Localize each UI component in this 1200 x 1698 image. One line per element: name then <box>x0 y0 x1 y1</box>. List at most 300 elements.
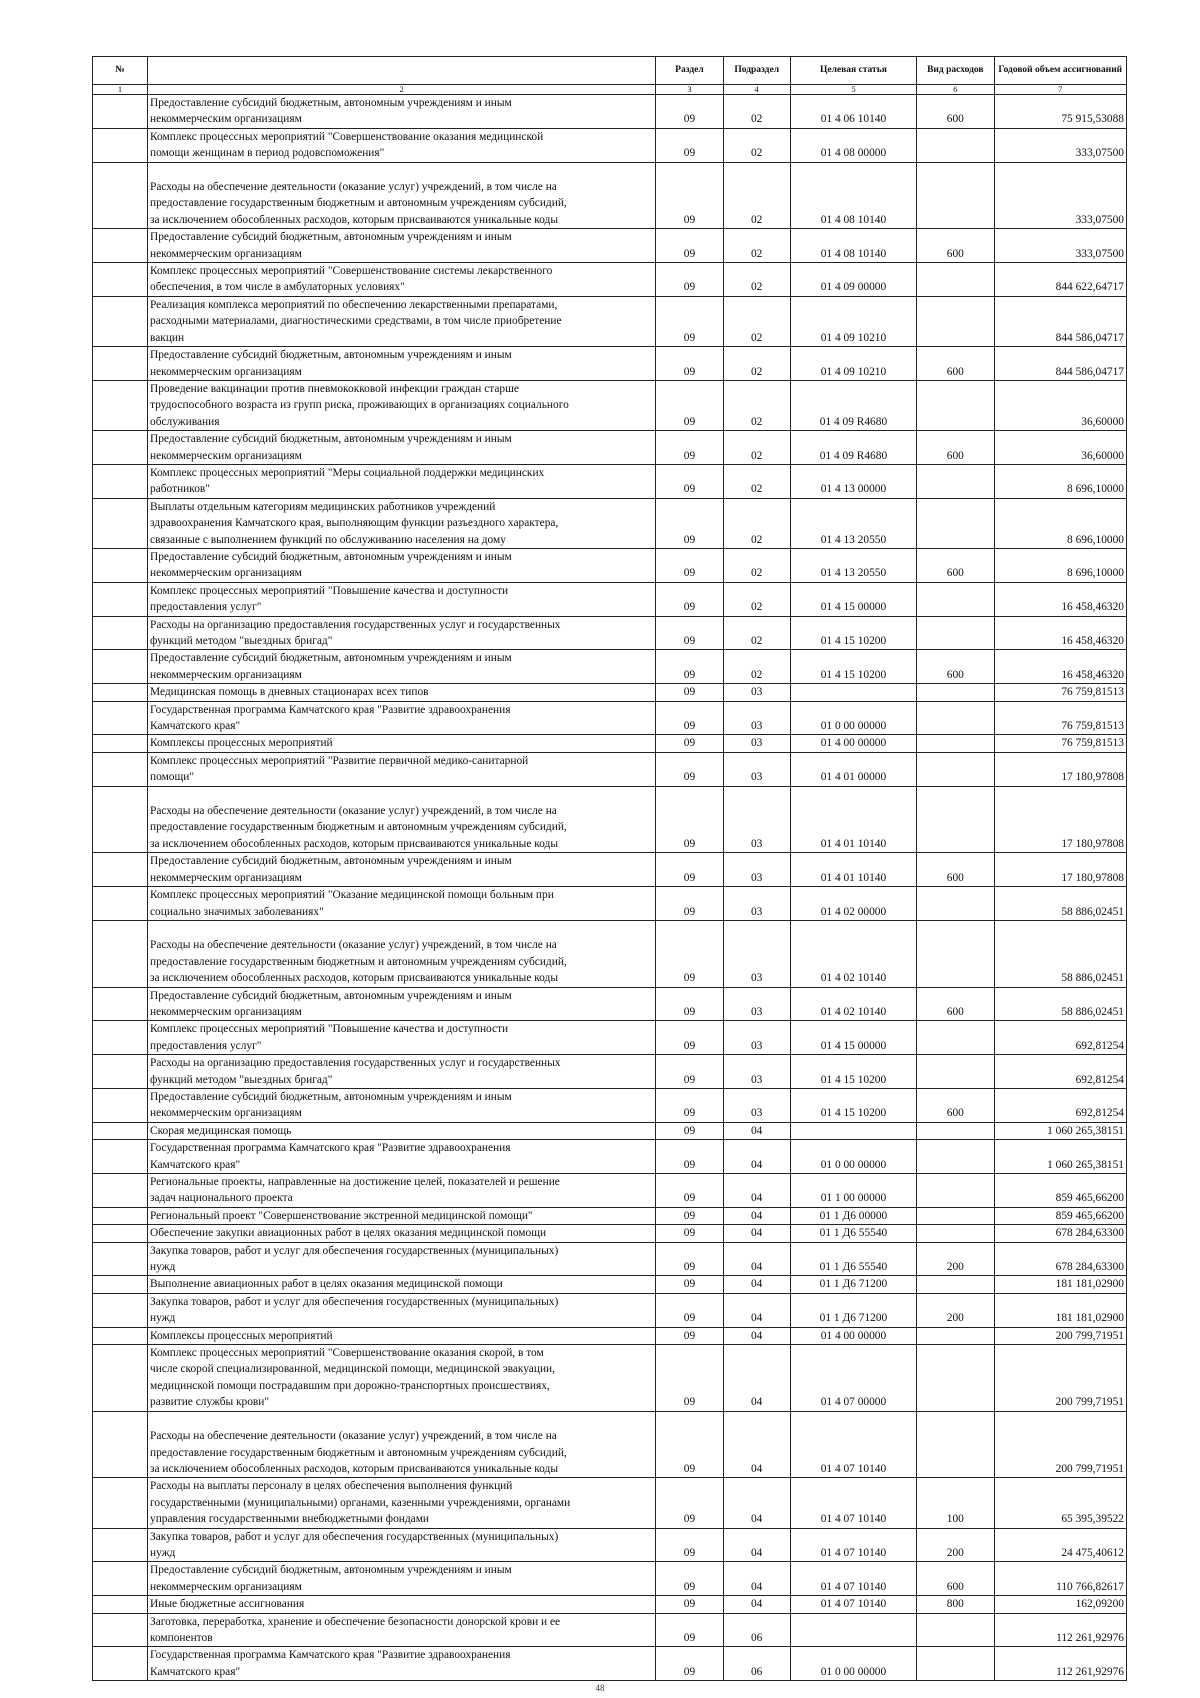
row-expense-type-cell <box>917 162 994 229</box>
row-expense-type-cell <box>917 1225 994 1242</box>
row-section-cell: 09 <box>656 1293 723 1327</box>
column-number: 7 <box>994 85 1126 95</box>
row-number-cell <box>93 95 148 129</box>
row-name-cell: Реализация комплекса мероприятий по обеспечению лекарственными препаратами, расходными материалами, диагностическими средствами, в том числе приобретение вакцин <box>148 296 656 346</box>
table-row <box>93 1276 1127 1293</box>
row-target-article-cell: 01 4 07 10140 <box>790 1478 916 1528</box>
row-target-article-cell: 01 4 15 10200 <box>790 1055 916 1089</box>
row-name-cell: Выполнение авиационных работ в целях оказания медицинской помощи <box>148 1276 656 1293</box>
row-target-article-cell: 01 4 09 10210 <box>790 296 916 346</box>
table-row <box>93 920 1127 987</box>
table-row <box>93 464 1127 498</box>
table-row <box>93 95 1127 129</box>
row-number-cell <box>93 1528 148 1562</box>
row-number-cell <box>93 263 148 297</box>
row-expense-type-cell <box>917 616 994 650</box>
budget-table <box>92 56 1127 1681</box>
row-number-cell <box>93 548 148 582</box>
row-number-cell <box>93 1411 148 1478</box>
row-amount-cell: 8 696,10000 <box>994 548 1126 582</box>
row-section-cell: 09 <box>656 752 723 786</box>
row-section-cell: 09 <box>656 735 723 752</box>
row-name-cell: Предоставление субсидий бюджетным, автономным учреждениям и иным некоммерческим организациям <box>148 1088 656 1122</box>
table-row <box>93 263 1127 297</box>
row-subsection-cell: 06 <box>723 1647 790 1681</box>
table-row <box>93 1411 1127 1478</box>
row-target-article-cell: 01 4 15 10200 <box>790 650 916 684</box>
row-name-cell: Региональные проекты, направленные на достижение целей, показателей и решение задач национального проекта <box>148 1174 656 1208</box>
row-expense-type-cell <box>917 684 994 701</box>
row-amount-cell: 76 759,81513 <box>994 684 1126 701</box>
table-row <box>93 1122 1127 1139</box>
row-target-article-cell: 01 4 08 10140 <box>790 162 916 229</box>
row-subsection-cell: 02 <box>723 263 790 297</box>
row-name-cell: Предоставление субсидий бюджетным, автономным учреждениям и иным некоммерческим организациям <box>148 650 656 684</box>
table-row <box>93 1225 1127 1242</box>
row-name-cell: Комплекс процессных мероприятий "Меры социальной поддержки медицинских работников" <box>148 464 656 498</box>
row-name-cell: Расходы на обеспечение деятельности (оказание услуг) учреждений, в том числе на предоставление государственным бюджетным и автономным учреждениям субсидий, за исключением обособленных расходов, которым присваиваются уникальные коды <box>148 1411 656 1478</box>
row-number-cell <box>93 498 148 548</box>
row-expense-type-cell: 800 <box>917 1596 994 1613</box>
row-subsection-cell: 03 <box>723 684 790 701</box>
row-number-cell <box>93 1562 148 1596</box>
row-name-cell: Заготовка, переработка, хранение и обеспечение безопасности донорской крови и ее компонентов <box>148 1613 656 1647</box>
table-row <box>93 701 1127 735</box>
row-section-cell: 09 <box>656 1140 723 1174</box>
table-row <box>93 128 1127 162</box>
row-target-article-cell: 01 4 01 10140 <box>790 786 916 853</box>
row-subsection-cell: 02 <box>723 616 790 650</box>
row-target-article-cell: 01 4 13 20550 <box>790 548 916 582</box>
row-number-cell <box>93 380 148 430</box>
row-subsection-cell: 03 <box>723 853 790 887</box>
row-subsection-cell: 04 <box>723 1528 790 1562</box>
row-name-cell: Медицинская помощь в дневных стационарах всех типов <box>148 684 656 701</box>
row-expense-type-cell <box>917 1207 994 1224</box>
table-row <box>93 1528 1127 1562</box>
row-subsection-cell: 04 <box>723 1207 790 1224</box>
row-expense-type-cell <box>917 1411 994 1478</box>
row-subsection-cell: 04 <box>723 1596 790 1613</box>
row-amount-cell: 65 395,39522 <box>994 1478 1126 1528</box>
row-number-cell <box>93 752 148 786</box>
row-target-article-cell: 01 4 07 10140 <box>790 1528 916 1562</box>
row-expense-type-cell <box>917 1647 994 1681</box>
row-subsection-cell: 04 <box>723 1174 790 1208</box>
row-amount-cell: 58 886,02451 <box>994 920 1126 987</box>
row-amount-cell: 17 180,97808 <box>994 752 1126 786</box>
row-name-cell: Предоставление субсидий бюджетным, автономным учреждениям и иным некоммерческим организациям <box>148 347 656 381</box>
row-section-cell: 09 <box>656 1562 723 1596</box>
row-target-article-cell <box>790 684 916 701</box>
row-subsection-cell: 03 <box>723 920 790 987</box>
header-number: № <box>93 57 148 85</box>
row-expense-type-cell: 100 <box>917 1478 994 1528</box>
row-target-article-cell: 01 4 09 R4680 <box>790 431 916 465</box>
row-number-cell <box>93 887 148 921</box>
row-number-cell <box>93 1293 148 1327</box>
row-expense-type-cell: 600 <box>917 853 994 887</box>
column-number: 6 <box>917 85 994 95</box>
header-annual-amount: Годовой объем ассигнований <box>994 57 1126 85</box>
row-name-cell: Государственная программа Камчатского края "Развитие здравоохранения Камчатского края" <box>148 701 656 735</box>
header-name <box>148 57 656 85</box>
row-subsection-cell: 04 <box>723 1478 790 1528</box>
row-amount-cell: 692,81254 <box>994 1088 1126 1122</box>
row-subsection-cell: 02 <box>723 347 790 381</box>
row-number-cell <box>93 296 148 346</box>
row-number-cell <box>93 1225 148 1242</box>
row-subsection-cell: 04 <box>723 1225 790 1242</box>
row-name-cell: Комплекс процессных мероприятий "Повышение качества и доступности предоставления услуг" <box>148 582 656 616</box>
row-expense-type-cell <box>917 296 994 346</box>
row-name-cell: Предоставление субсидий бюджетным, автономным учреждениям и иным некоммерческим организациям <box>148 229 656 263</box>
row-amount-cell: 8 696,10000 <box>994 498 1126 548</box>
row-target-article-cell: 01 4 15 00000 <box>790 1021 916 1055</box>
row-subsection-cell: 04 <box>723 1327 790 1344</box>
row-name-cell: Предоставление субсидий бюджетным, автономным учреждениям и иным некоммерческим организациям <box>148 853 656 887</box>
row-target-article-cell: 01 0 00 00000 <box>790 1647 916 1681</box>
row-expense-type-cell <box>917 1276 994 1293</box>
row-amount-cell: 200 799,71951 <box>994 1327 1126 1344</box>
table-row <box>93 498 1127 548</box>
row-amount-cell: 181 181,02900 <box>994 1293 1126 1327</box>
row-subsection-cell: 03 <box>723 735 790 752</box>
row-name-cell: Государственная программа Камчатского края "Развитие здравоохранения Камчатского края" <box>148 1647 656 1681</box>
row-number-cell <box>93 853 148 887</box>
row-target-article-cell: 01 4 02 10140 <box>790 920 916 987</box>
table-row <box>93 735 1127 752</box>
table-row <box>93 296 1127 346</box>
row-section-cell: 09 <box>656 128 723 162</box>
table-row <box>93 853 1127 887</box>
row-target-article-cell: 01 4 07 10140 <box>790 1596 916 1613</box>
row-number-cell <box>93 616 148 650</box>
row-subsection-cell: 04 <box>723 1562 790 1596</box>
row-target-article-cell: 01 4 07 10140 <box>790 1562 916 1596</box>
row-section-cell: 09 <box>656 548 723 582</box>
row-number-cell <box>93 1327 148 1344</box>
row-expense-type-cell <box>917 263 994 297</box>
table-row <box>93 1021 1127 1055</box>
row-expense-type-cell <box>917 498 994 548</box>
budget-sheet <box>92 56 1127 1681</box>
table-row <box>93 431 1127 465</box>
table-row <box>93 1647 1127 1681</box>
table-row <box>93 1242 1127 1276</box>
row-amount-cell: 844 622,64717 <box>994 263 1126 297</box>
row-target-article-cell: 01 4 00 00000 <box>790 735 916 752</box>
column-number: 2 <box>148 85 656 95</box>
row-amount-cell: 17 180,97808 <box>994 853 1126 887</box>
row-section-cell: 09 <box>656 1528 723 1562</box>
row-subsection-cell: 02 <box>723 229 790 263</box>
row-name-cell: Предоставление субсидий бюджетным, автономным учреждениям и иным некоммерческим организациям <box>148 95 656 129</box>
row-amount-cell: 181 181,02900 <box>994 1276 1126 1293</box>
row-expense-type-cell <box>917 128 994 162</box>
column-number: 1 <box>93 85 148 95</box>
row-expense-type-cell: 600 <box>917 347 994 381</box>
row-name-cell: Закупка товаров, работ и услуг для обеспечения государственных (муниципальных) нужд <box>148 1242 656 1276</box>
row-expense-type-cell <box>917 1021 994 1055</box>
table-row <box>93 786 1127 853</box>
row-target-article-cell: 01 4 13 00000 <box>790 464 916 498</box>
row-expense-type-cell: 600 <box>917 650 994 684</box>
row-amount-cell: 844 586,04717 <box>994 296 1126 346</box>
row-subsection-cell: 03 <box>723 1088 790 1122</box>
row-target-article-cell: 01 4 02 10140 <box>790 987 916 1021</box>
table-body <box>93 95 1127 1681</box>
row-target-article-cell <box>790 1613 916 1647</box>
table-row <box>93 1596 1127 1613</box>
table-row <box>93 1174 1127 1208</box>
row-section-cell: 09 <box>656 1411 723 1478</box>
table-row <box>93 1055 1127 1089</box>
table-row <box>93 1327 1127 1344</box>
row-target-article-cell: 01 1 Д6 71200 <box>790 1276 916 1293</box>
row-name-cell: Закупка товаров, работ и услуг для обеспечения государственных (муниципальных) нужд <box>148 1293 656 1327</box>
row-section-cell: 09 <box>656 1327 723 1344</box>
row-name-cell: Расходы на организацию предоставления государственных услуг и государственных функций методом "выездных бригад" <box>148 1055 656 1089</box>
row-target-article-cell: 01 4 08 00000 <box>790 128 916 162</box>
row-target-article-cell: 01 1 Д6 71200 <box>790 1293 916 1327</box>
row-section-cell: 09 <box>656 616 723 650</box>
row-number-cell <box>93 1242 148 1276</box>
row-name-cell: Комплекс процессных мероприятий "Повышение качества и доступности предоставления услуг" <box>148 1021 656 1055</box>
row-amount-cell: 692,81254 <box>994 1055 1126 1089</box>
row-number-cell <box>93 128 148 162</box>
row-subsection-cell: 04 <box>723 1345 790 1412</box>
table-row <box>93 684 1127 701</box>
row-amount-cell: 162,09200 <box>994 1596 1126 1613</box>
row-target-article-cell: 01 4 15 00000 <box>790 582 916 616</box>
row-expense-type-cell <box>917 1140 994 1174</box>
row-section-cell: 09 <box>656 1647 723 1681</box>
table-row <box>93 1207 1127 1224</box>
row-amount-cell: 36,60000 <box>994 380 1126 430</box>
row-target-article-cell: 01 1 00 00000 <box>790 1174 916 1208</box>
row-expense-type-cell: 600 <box>917 229 994 263</box>
table-row <box>93 380 1127 430</box>
row-section-cell: 09 <box>656 1207 723 1224</box>
row-amount-cell: 36,60000 <box>994 431 1126 465</box>
row-section-cell: 09 <box>656 701 723 735</box>
row-name-cell: Предоставление субсидий бюджетным, автономным учреждениям и иным некоммерческим организациям <box>148 431 656 465</box>
row-subsection-cell: 03 <box>723 1055 790 1089</box>
row-section-cell: 09 <box>656 1088 723 1122</box>
row-number-cell <box>93 582 148 616</box>
row-amount-cell: 16 458,46320 <box>994 616 1126 650</box>
row-subsection-cell: 03 <box>723 887 790 921</box>
row-target-article-cell: 01 4 07 00000 <box>790 1345 916 1412</box>
row-number-cell <box>93 1613 148 1647</box>
row-subsection-cell: 02 <box>723 128 790 162</box>
row-target-article-cell: 01 1 Д6 00000 <box>790 1207 916 1224</box>
row-amount-cell: 859 465,66200 <box>994 1207 1126 1224</box>
row-amount-cell: 58 886,02451 <box>994 887 1126 921</box>
row-expense-type-cell <box>917 1122 994 1139</box>
row-name-cell: Проведение вакцинации против пневмококковой инфекции граждан старше трудоспособного возраста из групп риска, проживающих в организациях социального обслуживания <box>148 380 656 430</box>
table-row <box>93 987 1127 1021</box>
row-target-article-cell: 01 4 09 R4680 <box>790 380 916 430</box>
row-section-cell: 09 <box>656 650 723 684</box>
row-target-article-cell: 01 4 13 20550 <box>790 498 916 548</box>
column-numbers-row <box>93 85 1127 95</box>
row-name-cell: Предоставление субсидий бюджетным, автономным учреждениям и иным некоммерческим организациям <box>148 548 656 582</box>
row-number-cell <box>93 431 148 465</box>
row-amount-cell: 58 886,02451 <box>994 987 1126 1021</box>
row-number-cell <box>93 1207 148 1224</box>
row-subsection-cell: 04 <box>723 1276 790 1293</box>
table-row <box>93 1345 1127 1412</box>
row-target-article-cell: 01 4 00 00000 <box>790 1327 916 1344</box>
row-name-cell: Предоставление субсидий бюджетным, автономным учреждениям и иным некоммерческим организациям <box>148 1562 656 1596</box>
column-number: 3 <box>656 85 723 95</box>
row-subsection-cell: 06 <box>723 1613 790 1647</box>
row-number-cell <box>93 1647 148 1681</box>
row-section-cell: 09 <box>656 263 723 297</box>
row-target-article-cell: 01 4 15 10200 <box>790 616 916 650</box>
row-number-cell <box>93 987 148 1021</box>
row-target-article-cell: 01 4 06 10140 <box>790 95 916 129</box>
row-amount-cell: 16 458,46320 <box>994 582 1126 616</box>
row-section-cell: 09 <box>656 684 723 701</box>
column-number: 5 <box>790 85 916 95</box>
row-expense-type-cell: 600 <box>917 1562 994 1596</box>
row-expense-type-cell <box>917 735 994 752</box>
table-row <box>93 548 1127 582</box>
row-amount-cell: 200 799,71951 <box>994 1411 1126 1478</box>
row-number-cell <box>93 1088 148 1122</box>
row-expense-type-cell <box>917 1055 994 1089</box>
row-amount-cell: 859 465,66200 <box>994 1174 1126 1208</box>
header-row <box>93 57 1127 85</box>
row-amount-cell: 1 060 265,38151 <box>994 1140 1126 1174</box>
row-section-cell: 09 <box>656 464 723 498</box>
row-target-article-cell: 01 1 Д6 55540 <box>790 1225 916 1242</box>
row-amount-cell: 76 759,81513 <box>994 701 1126 735</box>
row-target-article-cell: 01 1 Д6 55540 <box>790 1242 916 1276</box>
page-number: 48 <box>595 1683 605 1693</box>
row-expense-type-cell <box>917 701 994 735</box>
table-row <box>93 887 1127 921</box>
row-target-article-cell <box>790 1122 916 1139</box>
row-section-cell: 09 <box>656 498 723 548</box>
row-target-article-cell: 01 0 00 00000 <box>790 701 916 735</box>
row-expense-type-cell: 600 <box>917 95 994 129</box>
row-section-cell: 09 <box>656 1345 723 1412</box>
row-section-cell: 09 <box>656 1021 723 1055</box>
table-row <box>93 229 1127 263</box>
column-number: 4 <box>723 85 790 95</box>
row-number-cell <box>93 229 148 263</box>
row-expense-type-cell: 600 <box>917 987 994 1021</box>
row-section-cell: 09 <box>656 920 723 987</box>
row-number-cell <box>93 1021 148 1055</box>
row-name-cell: Расходы на организацию предоставления государственных услуг и государственных функций методом "выездных бригад" <box>148 616 656 650</box>
row-section-cell: 09 <box>656 1596 723 1613</box>
row-section-cell: 09 <box>656 162 723 229</box>
row-name-cell: Комплекс процессных мероприятий "Оказание медицинской помощи больным при социально значимых заболеваниях" <box>148 887 656 921</box>
row-target-article-cell: 01 4 02 00000 <box>790 887 916 921</box>
row-amount-cell: 333,07500 <box>994 128 1126 162</box>
row-number-cell <box>93 1345 148 1412</box>
row-expense-type-cell <box>917 582 994 616</box>
row-section-cell: 09 <box>656 1055 723 1089</box>
row-target-article-cell: 01 4 09 00000 <box>790 263 916 297</box>
row-amount-cell: 112 261,92976 <box>994 1647 1126 1681</box>
row-section-cell: 09 <box>656 1613 723 1647</box>
row-number-cell <box>93 1596 148 1613</box>
row-expense-type-cell <box>917 1345 994 1412</box>
row-number-cell <box>93 684 148 701</box>
row-number-cell <box>93 650 148 684</box>
row-amount-cell: 110 766,82617 <box>994 1562 1126 1596</box>
row-expense-type-cell: 600 <box>917 548 994 582</box>
row-subsection-cell: 03 <box>723 701 790 735</box>
table-row <box>93 1088 1127 1122</box>
row-expense-type-cell: 200 <box>917 1293 994 1327</box>
row-amount-cell: 24 475,40612 <box>994 1528 1126 1562</box>
header-subsection: Подраздел <box>723 57 790 85</box>
row-section-cell: 09 <box>656 1225 723 1242</box>
row-expense-type-cell: 600 <box>917 431 994 465</box>
row-amount-cell: 692,81254 <box>994 1021 1126 1055</box>
row-section-cell: 09 <box>656 853 723 887</box>
row-section-cell: 09 <box>656 1478 723 1528</box>
row-number-cell <box>93 464 148 498</box>
row-amount-cell: 333,07500 <box>994 229 1126 263</box>
row-amount-cell: 200 799,71951 <box>994 1345 1126 1412</box>
row-number-cell <box>93 1055 148 1089</box>
row-amount-cell: 1 060 265,38151 <box>994 1122 1126 1139</box>
row-name-cell: Комплекс процессных мероприятий "Совершенствование системы лекарственного обеспечения, в том числе в амбулаторных условиях" <box>148 263 656 297</box>
row-number-cell <box>93 1174 148 1208</box>
table-row <box>93 1140 1127 1174</box>
row-subsection-cell: 04 <box>723 1242 790 1276</box>
row-name-cell: Комплексы процессных мероприятий <box>148 735 656 752</box>
row-section-cell: 09 <box>656 296 723 346</box>
row-section-cell: 09 <box>656 380 723 430</box>
row-subsection-cell: 04 <box>723 1293 790 1327</box>
row-subsection-cell: 02 <box>723 380 790 430</box>
row-section-cell: 09 <box>656 786 723 853</box>
row-number-cell <box>93 735 148 752</box>
row-number-cell <box>93 162 148 229</box>
row-expense-type-cell <box>917 752 994 786</box>
row-subsection-cell: 02 <box>723 650 790 684</box>
row-name-cell: Скорая медицинская помощь <box>148 1122 656 1139</box>
row-target-article-cell: 01 4 01 10140 <box>790 853 916 887</box>
row-number-cell <box>93 786 148 853</box>
row-expense-type-cell <box>917 920 994 987</box>
row-expense-type-cell <box>917 380 994 430</box>
row-section-cell: 09 <box>656 887 723 921</box>
row-subsection-cell: 02 <box>723 431 790 465</box>
row-name-cell: Закупка товаров, работ и услуг для обеспечения государственных (муниципальных) нужд <box>148 1528 656 1562</box>
row-name-cell: Комплексы процессных мероприятий <box>148 1327 656 1344</box>
row-subsection-cell: 02 <box>723 95 790 129</box>
row-name-cell: Расходы на выплаты персоналу в целях обеспечения выполнения функций государственными (муниципальными) органами, казенными учреждениями, органами управления государственными внебюджетными фондами <box>148 1478 656 1528</box>
row-expense-type-cell <box>917 1174 994 1208</box>
row-section-cell: 09 <box>656 1174 723 1208</box>
row-number-cell <box>93 1140 148 1174</box>
row-expense-type-cell: 600 <box>917 1088 994 1122</box>
row-subsection-cell: 02 <box>723 548 790 582</box>
row-amount-cell: 678 284,63300 <box>994 1225 1126 1242</box>
row-number-cell <box>93 1478 148 1528</box>
row-amount-cell: 333,07500 <box>994 162 1126 229</box>
